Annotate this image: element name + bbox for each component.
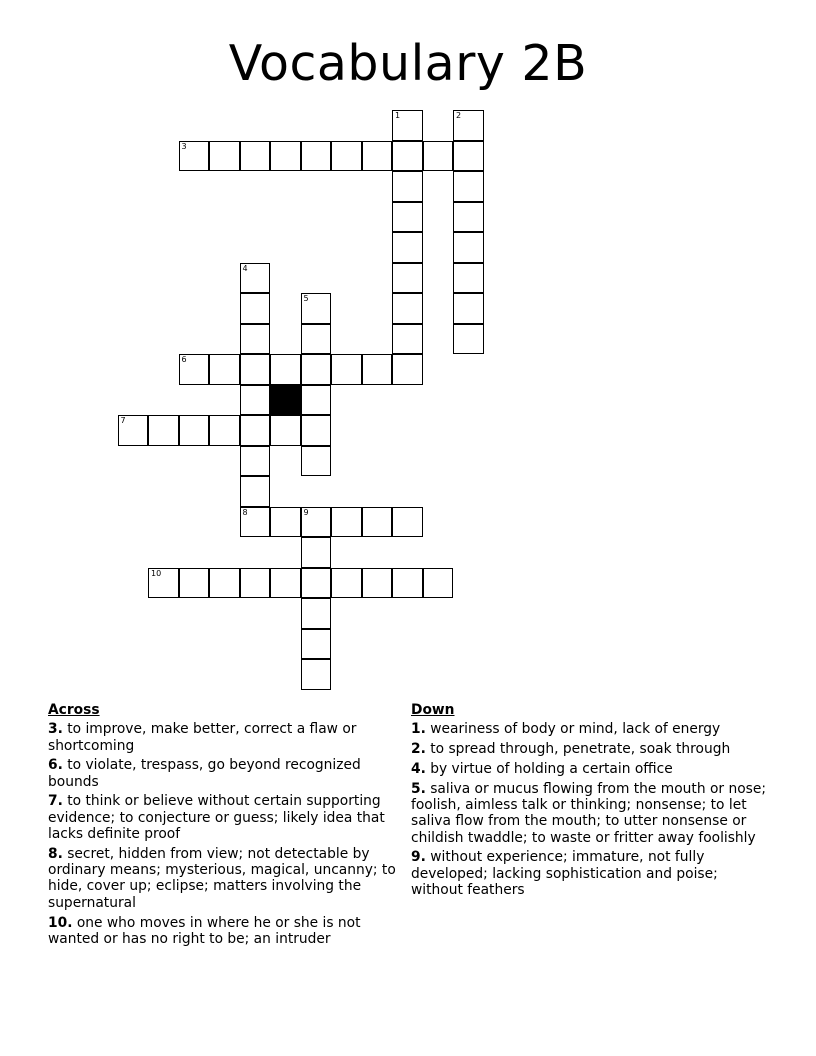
grid-cell[interactable] [148, 415, 179, 446]
across-heading: Across [48, 702, 100, 718]
grid-cell[interactable] [453, 110, 484, 141]
clue-number: 10 [151, 568, 162, 578]
grid-cell[interactable] [453, 293, 484, 324]
grid-cell[interactable] [270, 568, 301, 599]
clue-number: 8 [242, 507, 248, 517]
grid-cell[interactable] [240, 293, 271, 324]
grid-cell[interactable] [270, 141, 301, 172]
clue-number: 7 [120, 416, 126, 425]
grid-cell[interactable] [301, 385, 332, 416]
across-clues [48, 702, 398, 951]
grid-cell[interactable] [179, 354, 210, 385]
grid-cell[interactable] [240, 415, 271, 446]
grid-cell[interactable] [331, 354, 362, 385]
grid-cell[interactable] [148, 568, 179, 599]
grid-cell[interactable] [453, 232, 484, 263]
grid-cell[interactable] [392, 110, 423, 141]
clue-down-1: 1. weariness of body or mind, lack of energy [411, 721, 721, 738]
grid-cell[interactable] [392, 232, 423, 263]
grid-cell[interactable] [392, 263, 423, 294]
grid-cell[interactable] [301, 141, 332, 172]
grid-cell[interactable] [453, 263, 484, 294]
grid-cell[interactable] [331, 568, 362, 599]
page-title: Vocabulary 2B [228, 35, 588, 92]
grid-cell[interactable] [209, 141, 240, 172]
grid-cell[interactable] [362, 354, 393, 385]
grid-cell[interactable] [392, 568, 423, 599]
clue-down-4: 4. by virtue of holding a certain office [411, 760, 673, 777]
grid-cell[interactable] [240, 354, 271, 385]
grid-cell[interactable] [453, 202, 484, 233]
grid-cell[interactable] [301, 507, 332, 538]
grid-cell[interactable] [362, 507, 393, 538]
grid-cell[interactable] [179, 141, 210, 172]
grid-cell[interactable] [362, 568, 393, 599]
grid-cell[interactable] [453, 141, 484, 172]
grid-cell[interactable] [209, 568, 240, 599]
clue-across-10: 10. one who moves in where he or she is not wanted or has no right to be; an intruder [48, 914, 361, 947]
grid-cell[interactable] [301, 415, 332, 446]
grid-cell[interactable] [179, 415, 210, 446]
down-clues [411, 702, 771, 902]
grid-cell[interactable] [453, 171, 484, 202]
grid-cell[interactable] [301, 659, 332, 690]
grid-cell[interactable] [301, 629, 332, 660]
grid-cell[interactable] [423, 568, 454, 599]
grid-cell[interactable] [301, 293, 332, 324]
clue-number: 3 [181, 141, 187, 151]
grid-cell[interactable] [362, 141, 393, 172]
clue-number: 9 [303, 507, 309, 517]
grid-cell[interactable] [270, 354, 301, 385]
clue-down-9: 9. without experience; immature, not fully developed; lacking sophistication and poise; without feathers [411, 849, 718, 898]
clue-number: 6 [181, 355, 187, 364]
grid-cell[interactable] [240, 568, 271, 599]
clue-number: 2 [456, 111, 462, 120]
grid-cell[interactable] [392, 141, 423, 172]
clue-across-7: 7. to think or believe without certain supporting evidence; to conjecture or guess; likely idea that lacks definite proof [48, 793, 385, 843]
grid-cell[interactable] [301, 354, 332, 385]
grid-cell[interactable] [240, 446, 271, 477]
grid-cell[interactable] [423, 141, 454, 172]
clue-number: 5 [303, 294, 309, 303]
grid-cell[interactable] [240, 385, 271, 416]
clue-across-8: 8. secret, hidden from view; not detectable by ordinary means; mysterious, magical, uncanny; to hide, cover up; eclipse; matters involving the supernatural [48, 845, 396, 911]
grid-cell[interactable] [301, 537, 332, 568]
grid-cell[interactable] [392, 507, 423, 538]
black-cell [270, 385, 301, 416]
grid-cell[interactable] [331, 507, 362, 538]
grid-cell[interactable] [301, 598, 332, 629]
grid-cell[interactable] [209, 415, 240, 446]
clue-number: 1 [395, 111, 401, 120]
grid-cell[interactable] [240, 141, 271, 172]
grid-cell[interactable] [240, 263, 271, 294]
grid-cell[interactable] [392, 324, 423, 355]
grid-cell[interactable] [118, 415, 149, 446]
clue-across-3: 3. to improve, make better, correct a flaw or shortcoming [48, 721, 357, 754]
grid-cell[interactable] [270, 415, 301, 446]
grid-cell[interactable] [392, 354, 423, 385]
grid-cell[interactable] [392, 293, 423, 324]
clue-down-2: 2. to spread through, penetrate, soak through [411, 741, 731, 758]
grid-cell[interactable] [301, 446, 332, 477]
grid-cell[interactable] [331, 141, 362, 172]
grid-cell[interactable] [453, 324, 484, 355]
grid-cell[interactable] [392, 202, 423, 233]
clue-number: 4 [242, 263, 248, 273]
grid-cell[interactable] [240, 476, 271, 507]
grid-cell[interactable] [270, 507, 301, 538]
clue-across-6: 6. to violate, trespass, go beyond recognized bounds [48, 757, 361, 790]
grid-cell[interactable] [240, 507, 271, 538]
grid-cell[interactable] [209, 354, 240, 385]
grid-cell[interactable] [179, 568, 210, 599]
grid-cell[interactable] [301, 324, 332, 355]
grid-cell[interactable] [240, 324, 271, 355]
down-heading: Down [411, 702, 455, 718]
grid-cell[interactable] [301, 568, 332, 599]
grid-cell[interactable] [392, 171, 423, 202]
clue-down-5: 5. saliva or mucus flowing from the mouth or nose; foolish, aimless talk or thinking; nonsense; to let saliva flow from the mouth; to utter nonsense or childish twaddle; to waste or fritter away foolishly [411, 780, 766, 846]
